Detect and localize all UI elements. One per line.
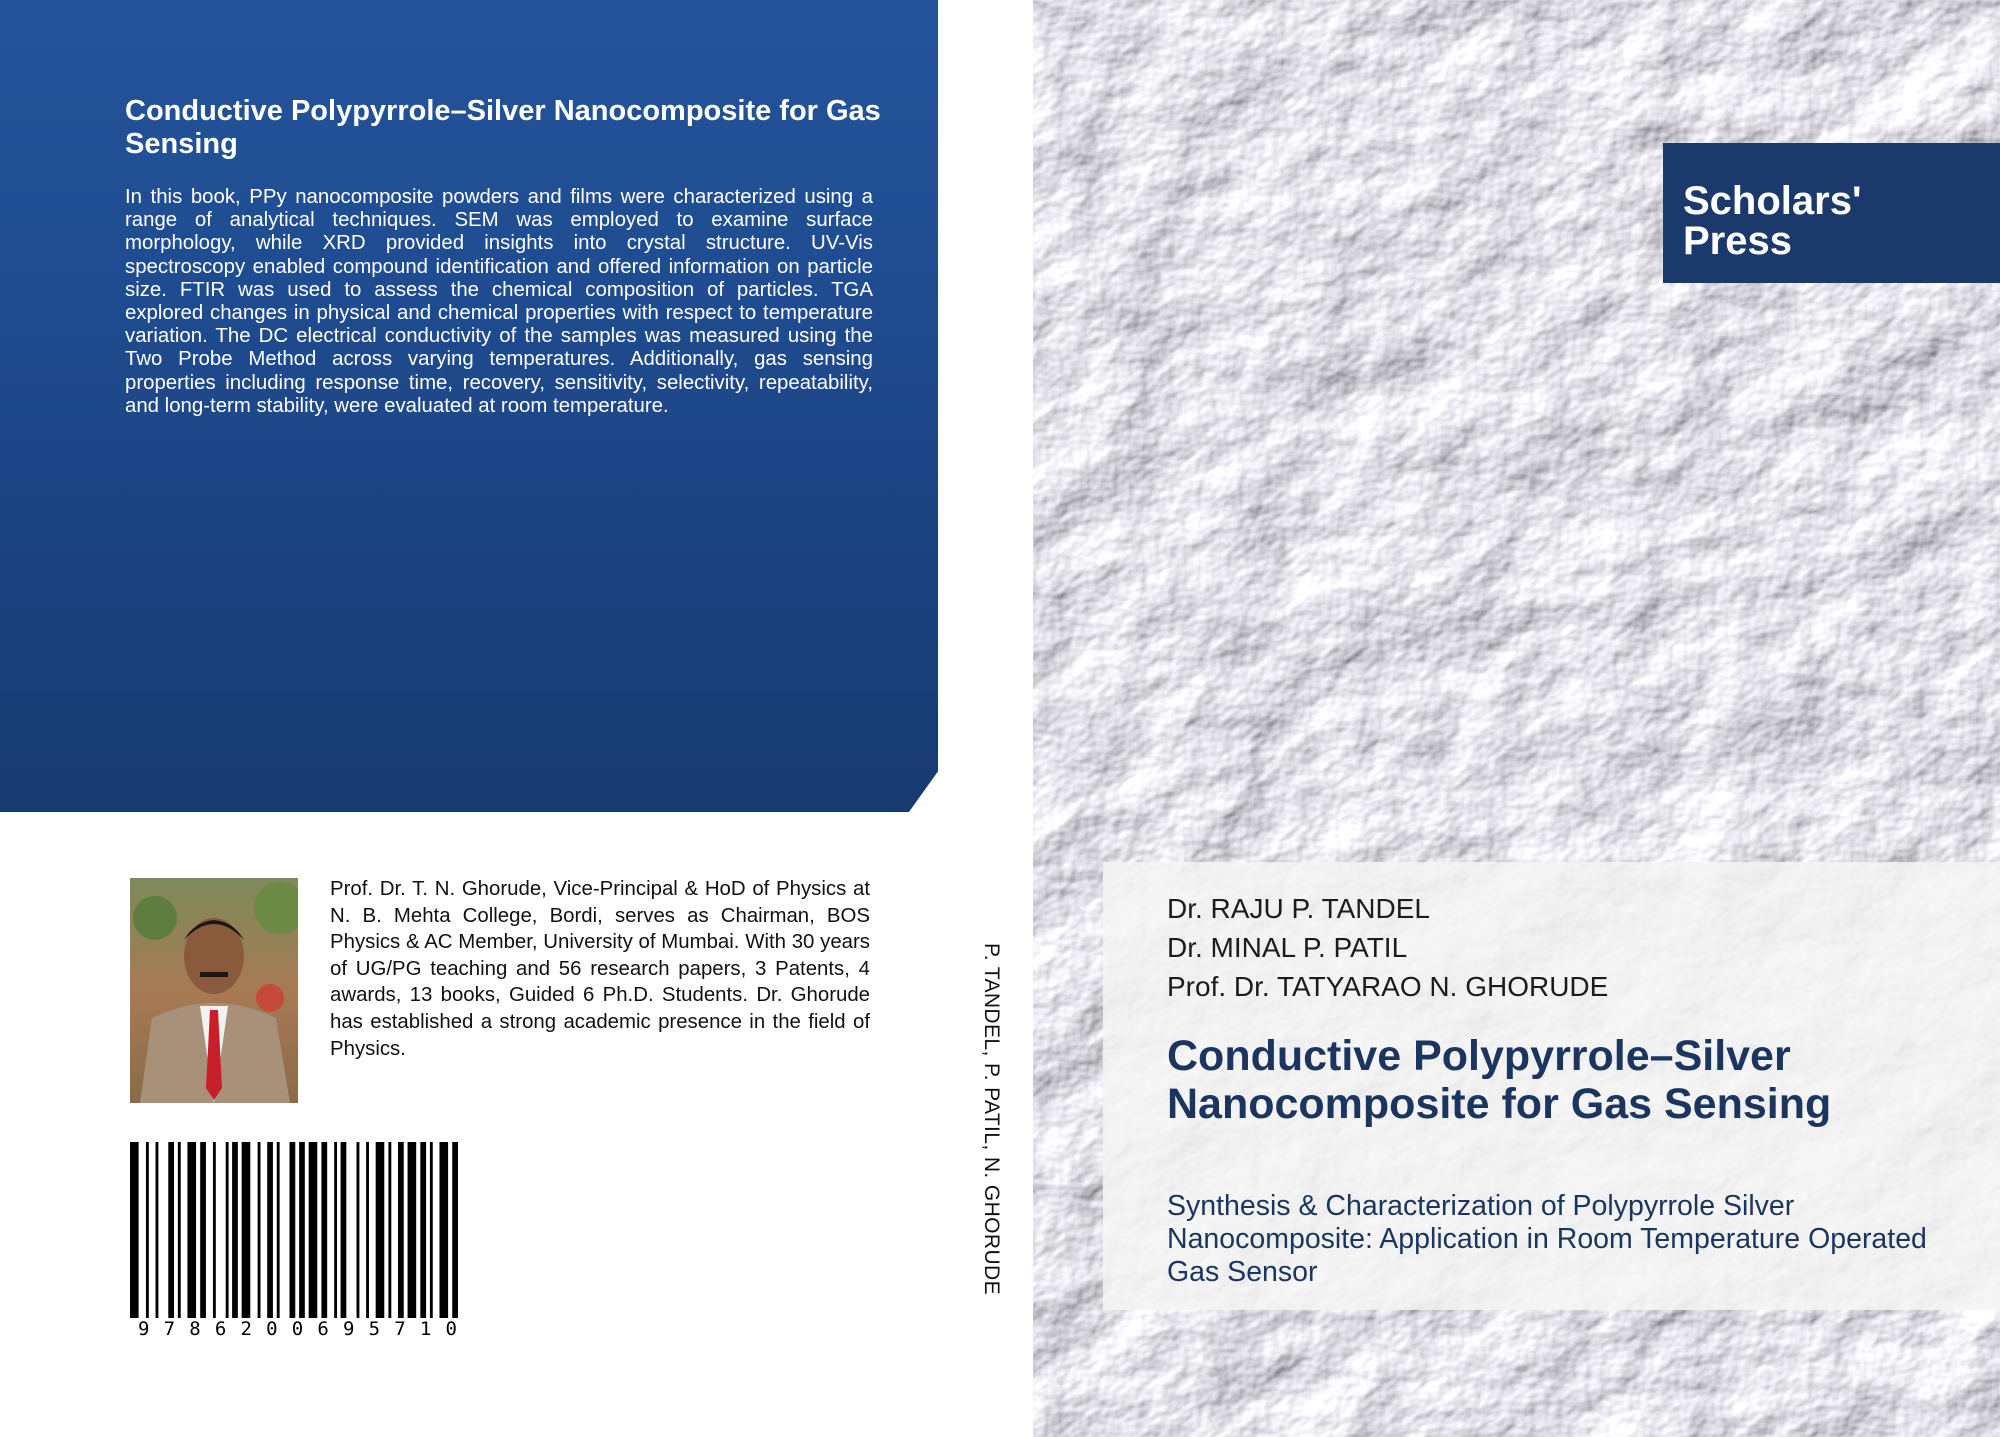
barcode-bar: [213, 1142, 216, 1318]
barcode-bar: [341, 1142, 347, 1318]
barcode-bar: [357, 1142, 360, 1318]
isbn-digit: 8: [189, 1318, 201, 1340]
isbn-digit: 0: [266, 1318, 278, 1340]
isbn-digit: 7: [394, 1318, 406, 1340]
barcode-bar: [366, 1142, 369, 1318]
isbn-digit: 0: [445, 1318, 457, 1340]
barcode-bar: [290, 1142, 296, 1342]
barcode-bar: [258, 1142, 261, 1318]
barcode-bar: [168, 1142, 174, 1318]
barcode-bar: [277, 1142, 280, 1318]
barcode-bar: [376, 1142, 385, 1318]
isbn-digit: 1: [419, 1318, 432, 1340]
barcode-bar: [388, 1142, 391, 1318]
spine: [938, 0, 1033, 1437]
barcode-bar: [309, 1142, 318, 1342]
isbn-digit: 6: [317, 1318, 329, 1340]
isbn-digit: 7: [163, 1318, 176, 1340]
barcode-bar: [156, 1142, 159, 1318]
isbn-digit: 0: [291, 1318, 304, 1340]
barcode-bar: [408, 1142, 417, 1318]
barcode-bar: [200, 1142, 206, 1318]
isbn-barcode: [130, 1142, 465, 1342]
front-author-3: Prof. Dr. TATYARAO N. GHORUDE: [1167, 971, 1609, 1002]
isbn-digit: 9: [343, 1318, 355, 1340]
front-cover-title: Conductive Polypyrrole–Silver Nanocomposite for Gas Sensing: [1167, 1032, 1832, 1128]
barcode-bar: [398, 1142, 404, 1318]
back-cover-blurb: In this book, PPy nanocomposite powders and films were characterized using a range of analytical techniques. SEM was employed to examine surface morphology, while XRD provided insights into crystal structure. UV-Vis spectroscopy enabled compound identification and offered information on particle size. FTIR was used to assess the chemical composition of particles. TGA explored changes in physical and chemical properties with respect to temperature variation. The DC electrical conductivity of the samples was measured using the Two Probe Method across varying temperatures. Additionally, gas sensing properties including response time, recovery, sensitivity, selectivity, repeatability, and long-term stability, were evaluated at room temperature.: [125, 186, 873, 417]
barcode-bar: [178, 1142, 181, 1318]
author-photo: [130, 878, 298, 1103]
barcode-bar: [430, 1142, 433, 1318]
barcode-bar: [242, 1142, 251, 1318]
barcode-bar: [232, 1142, 238, 1318]
barcode-bar: [299, 1142, 305, 1342]
barcode-bar: [439, 1142, 448, 1342]
barcode-bar: [334, 1142, 337, 1318]
isbn-digit: 9: [138, 1318, 150, 1340]
author-bio: Prof. Dr. T. N. Ghorude, Vice-Principal & HoD of Physics at N. B. Mehta College, Bordi, serves as Chairman, BOS Physics & AC Member, University of Mumbai. With 30 years of UG/PG teaching and 56 research papers, 3 Patents, 4 awards, 13 books, Guided 6 Ph.D. Students. Dr. Ghorude has established a strong academic presence in the field of Physics.: [330, 878, 870, 1060]
barcode-bar: [130, 1142, 139, 1342]
publisher-name: Scholars' Press: [1683, 179, 1862, 263]
back-cover-title: Conductive Polypyrrole–Silver Nanocomposite for Gas Sensing: [125, 95, 881, 160]
front-author-2: Dr. MINAL P. PATIL: [1167, 932, 1408, 963]
front-author-1: Dr. RAJU P. TANDEL: [1167, 893, 1430, 924]
publisher-logo: [1663, 143, 2000, 283]
isbn-digits: [130, 1318, 465, 1342]
barcode-bar: [321, 1142, 327, 1318]
isbn-digit: 2: [240, 1318, 252, 1340]
barcode-bar: [226, 1142, 229, 1318]
barcode-bar: [146, 1142, 149, 1342]
barcode-bar: [420, 1142, 426, 1318]
front-cover-subtitle: Synthesis & Characterization of Polypyrrole Silver Nanocomposite: Application in Room Temperature Operated Gas Sensor: [1167, 1190, 1927, 1288]
isbn-digit: 6: [214, 1318, 227, 1340]
barcode-bar: [452, 1142, 458, 1342]
spine-authors: P. TANDEL, P. PATIL, N. GHORUDE: [980, 943, 1003, 1295]
barcode-bar: [267, 1142, 273, 1318]
barcode-bar: [187, 1142, 196, 1318]
isbn-digit: 5: [368, 1318, 381, 1340]
